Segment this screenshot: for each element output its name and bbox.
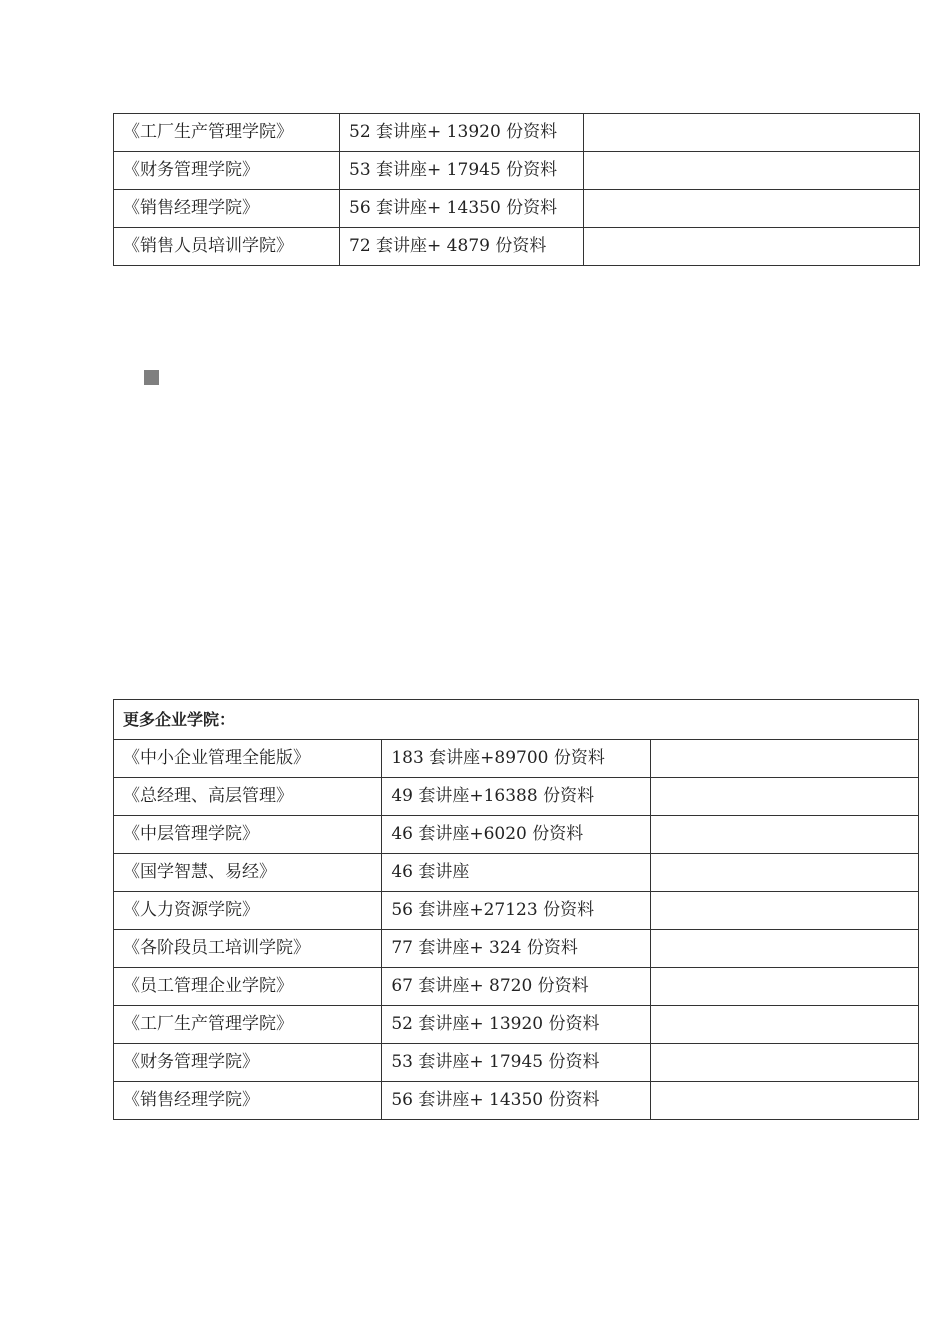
course-info: 53 套讲座+ 17945 份资料 <box>340 152 584 190</box>
course-name: 《各阶段员工培训学院》 <box>114 930 382 968</box>
course-info: 46 套讲座+6020 份资料 <box>382 816 650 854</box>
table-row <box>114 1082 919 1120</box>
course-name: 《销售经理学院》 <box>114 1082 382 1120</box>
course-note <box>650 1044 918 1082</box>
course-name: 《工厂生产管理学院》 <box>114 114 340 152</box>
course-name: 《销售人员培训学院》 <box>114 228 340 266</box>
course-info: 52 套讲座+ 13920 份资料 <box>340 114 584 152</box>
course-info: 52 套讲座+ 13920 份资料 <box>382 1006 650 1044</box>
course-note <box>650 892 918 930</box>
table-row <box>114 1006 919 1044</box>
course-info: 72 套讲座+ 4879 份资料 <box>340 228 584 266</box>
course-note <box>650 930 918 968</box>
course-info: 49 套讲座+16388 份资料 <box>382 778 650 816</box>
course-name: 《人力资源学院》 <box>114 892 382 930</box>
course-note <box>650 1082 918 1120</box>
table-row <box>114 778 919 816</box>
more-academies-header: 更多企业学院： <box>114 700 919 740</box>
course-note <box>650 854 918 892</box>
table-row <box>114 854 919 892</box>
table-row <box>114 740 919 778</box>
table-row <box>114 152 920 190</box>
table-row <box>114 114 920 152</box>
course-name: 《财务管理学院》 <box>114 152 340 190</box>
course-name: 《员工管理企业学院》 <box>114 968 382 1006</box>
course-note <box>650 778 918 816</box>
table-row <box>114 190 920 228</box>
square-bullet-icon <box>144 370 159 385</box>
course-name: 《工厂生产管理学院》 <box>114 1006 382 1044</box>
course-info: 56 套讲座+ 14350 份资料 <box>382 1082 650 1120</box>
table-row <box>114 816 919 854</box>
table-row <box>114 968 919 1006</box>
course-name: 《国学智慧、易经》 <box>114 854 382 892</box>
course-note <box>650 816 918 854</box>
course-note <box>650 968 918 1006</box>
course-info: 56 套讲座+27123 份资料 <box>382 892 650 930</box>
course-info: 67 套讲座+ 8720 份资料 <box>382 968 650 1006</box>
course-info: 46 套讲座 <box>382 854 650 892</box>
course-note <box>650 1006 918 1044</box>
course-table-more <box>113 699 919 1120</box>
course-info: 56 套讲座+ 14350 份资料 <box>340 190 584 228</box>
table-row <box>114 892 919 930</box>
table-row <box>114 1044 919 1082</box>
table-row <box>114 930 919 968</box>
course-note <box>584 114 920 152</box>
table-header-row <box>114 700 919 740</box>
course-name: 《总经理、高层管理》 <box>114 778 382 816</box>
course-info: 183 套讲座+89700 份资料 <box>382 740 650 778</box>
course-note <box>584 190 920 228</box>
course-note <box>650 740 918 778</box>
course-name: 《中小企业管理全能版》 <box>114 740 382 778</box>
course-name: 《财务管理学院》 <box>114 1044 382 1082</box>
course-info: 53 套讲座+ 17945 份资料 <box>382 1044 650 1082</box>
course-table-top <box>113 113 920 266</box>
course-name: 《中层管理学院》 <box>114 816 382 854</box>
course-note <box>584 152 920 190</box>
table-row <box>114 228 920 266</box>
course-info: 77 套讲座+ 324 份资料 <box>382 930 650 968</box>
course-name: 《销售经理学院》 <box>114 190 340 228</box>
course-note <box>584 228 920 266</box>
